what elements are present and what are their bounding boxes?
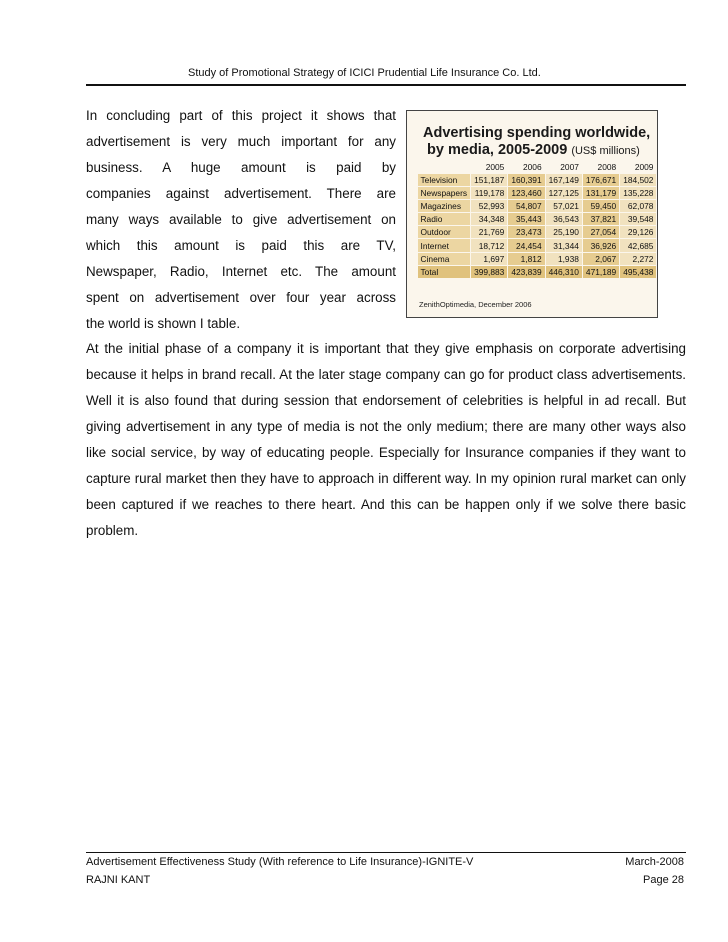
table-cell: 151,187: [471, 174, 508, 187]
intro-line: many ways available to give advertisement on: [86, 212, 396, 227]
row-label: Magazines: [418, 200, 471, 213]
table-cell: 37,821: [582, 213, 619, 226]
table-cell: 24,454: [508, 239, 545, 252]
footer-page-number: Page 28: [643, 874, 684, 886]
table-cell: 131,179: [582, 187, 619, 200]
table-cell: 446,310: [545, 265, 582, 278]
figure-title: [423, 125, 650, 160]
table-cell: 36,926: [582, 239, 619, 252]
year-header: 2008: [582, 161, 619, 174]
table-cell: 119,178: [471, 187, 508, 200]
intro-line: which this amount is paid this are TV,: [86, 238, 396, 253]
table-cell: 39,548: [620, 213, 657, 226]
row-label: Internet: [418, 239, 471, 252]
table-cell: 2,067: [582, 252, 619, 265]
table-cell: 18,712: [471, 239, 508, 252]
figure-unit: (US$ millions): [571, 145, 640, 157]
year-header: 2005: [471, 161, 508, 174]
intro-line: advertisement is very much important for any: [86, 134, 396, 149]
figure-title-line1: Advertising spending worldwide,: [423, 125, 651, 141]
table-cell: 36,543: [545, 213, 582, 226]
intro-line: Newspaper, Radio, Internet etc. The amount: [86, 264, 396, 279]
row-label: Television: [418, 174, 471, 187]
running-header-title: Study of Promotional Strategy of ICICI Prudential Life Insurance Co. Ltd.: [188, 67, 541, 79]
row-label: Newspapers: [418, 187, 471, 200]
table-cell: 135,228: [620, 187, 657, 200]
table-cell: 123,460: [508, 187, 545, 200]
table-cell: 495,438: [620, 265, 657, 278]
table-cell: 52,993: [471, 200, 508, 213]
table-cell: 127,125: [545, 187, 582, 200]
row-label: Outdoor: [418, 226, 471, 239]
table-row: [418, 265, 657, 278]
table-cell: 1,812: [508, 252, 545, 265]
year-header: 2009: [620, 161, 657, 174]
year-header: 2007: [545, 161, 582, 174]
footer-date: March-2008: [625, 856, 684, 868]
table-row: [418, 213, 657, 226]
table-cell: 57,021: [545, 200, 582, 213]
table-row: [418, 252, 657, 265]
intro-line: the world is shown I table.: [86, 316, 241, 331]
table-cell: 184,502: [620, 174, 657, 187]
table-cell: 29,126: [620, 226, 657, 239]
footer-rule: [86, 852, 686, 853]
table-row: [418, 239, 657, 252]
table-cell: 25,190: [545, 226, 582, 239]
table-cell: 399,883: [471, 265, 508, 278]
table-cell: 42,685: [620, 239, 657, 252]
intro-line: companies against advertisement. There are: [86, 186, 396, 201]
footer-author: RAJNI KANT: [86, 874, 151, 886]
row-label: Radio: [418, 213, 471, 226]
row-label: Total: [418, 265, 471, 278]
figure-source: ZenithOptimedia, December 2006: [419, 300, 532, 309]
table-cell: 471,189: [582, 265, 619, 278]
figure-title-line2: by media, 2005-2009: [427, 142, 568, 158]
table-cell: 31,344: [545, 239, 582, 252]
table-row: [418, 174, 657, 187]
body-paragraph: [86, 336, 686, 544]
table-cell: 23,473: [508, 226, 545, 239]
table-cell: 167,149: [545, 174, 582, 187]
intro-line: spent on advertisement over four year across: [86, 290, 396, 305]
table-cell: 160,391: [508, 174, 545, 187]
header-rule: [86, 84, 686, 86]
table-corner: [418, 161, 471, 174]
intro-line: business. A huge amount is paid by: [86, 160, 396, 175]
table-row: [418, 226, 657, 239]
table-row: [418, 187, 657, 200]
year-header: 2006: [508, 161, 545, 174]
intro-paragraph: [86, 103, 396, 337]
footer-study-title: Advertisement Effectiveness Study (With reference to Life Insurance)-IGNITE-V: [86, 856, 474, 868]
table-row: [418, 200, 657, 213]
table-cell: 423,839: [508, 265, 545, 278]
table-cell: 176,671: [582, 174, 619, 187]
table-header-row: [418, 161, 657, 174]
row-label: Cinema: [418, 252, 471, 265]
table-cell: 62,078: [620, 200, 657, 213]
table-cell: 34,348: [471, 213, 508, 226]
table-cell: 59,450: [582, 200, 619, 213]
table-cell: 27,054: [582, 226, 619, 239]
intro-line: In concluding part of this project it shows that: [86, 108, 396, 123]
table-cell: 35,443: [508, 213, 545, 226]
table-cell: 1,938: [545, 252, 582, 265]
body-paragraph-text: At the initial phase of a company it is important that they give emphasis on corporate advertising because it helps in brand recall. At the later stage company can go for product class advertisements. Well it is also found that during session that endorsement of celebrities is helpful in ad recall. But giving advertisement in any type of media is not the only medium; there are many other ways also like social service, by way of educating people. Especially for Insurance companies if they want to capture rural market then they have to approach in different way. In my opinion rural market can only been captured if we reaches to there heart. And this can be happen only if we solve there basic problem.: [86, 341, 686, 538]
ad-spending-table: [417, 161, 656, 278]
table-cell: 21,769: [471, 226, 508, 239]
ad-spending-figure: [406, 110, 658, 318]
table-cell: 54,807: [508, 200, 545, 213]
table-cell: 1,697: [471, 252, 508, 265]
table-cell: 2,272: [620, 252, 657, 265]
